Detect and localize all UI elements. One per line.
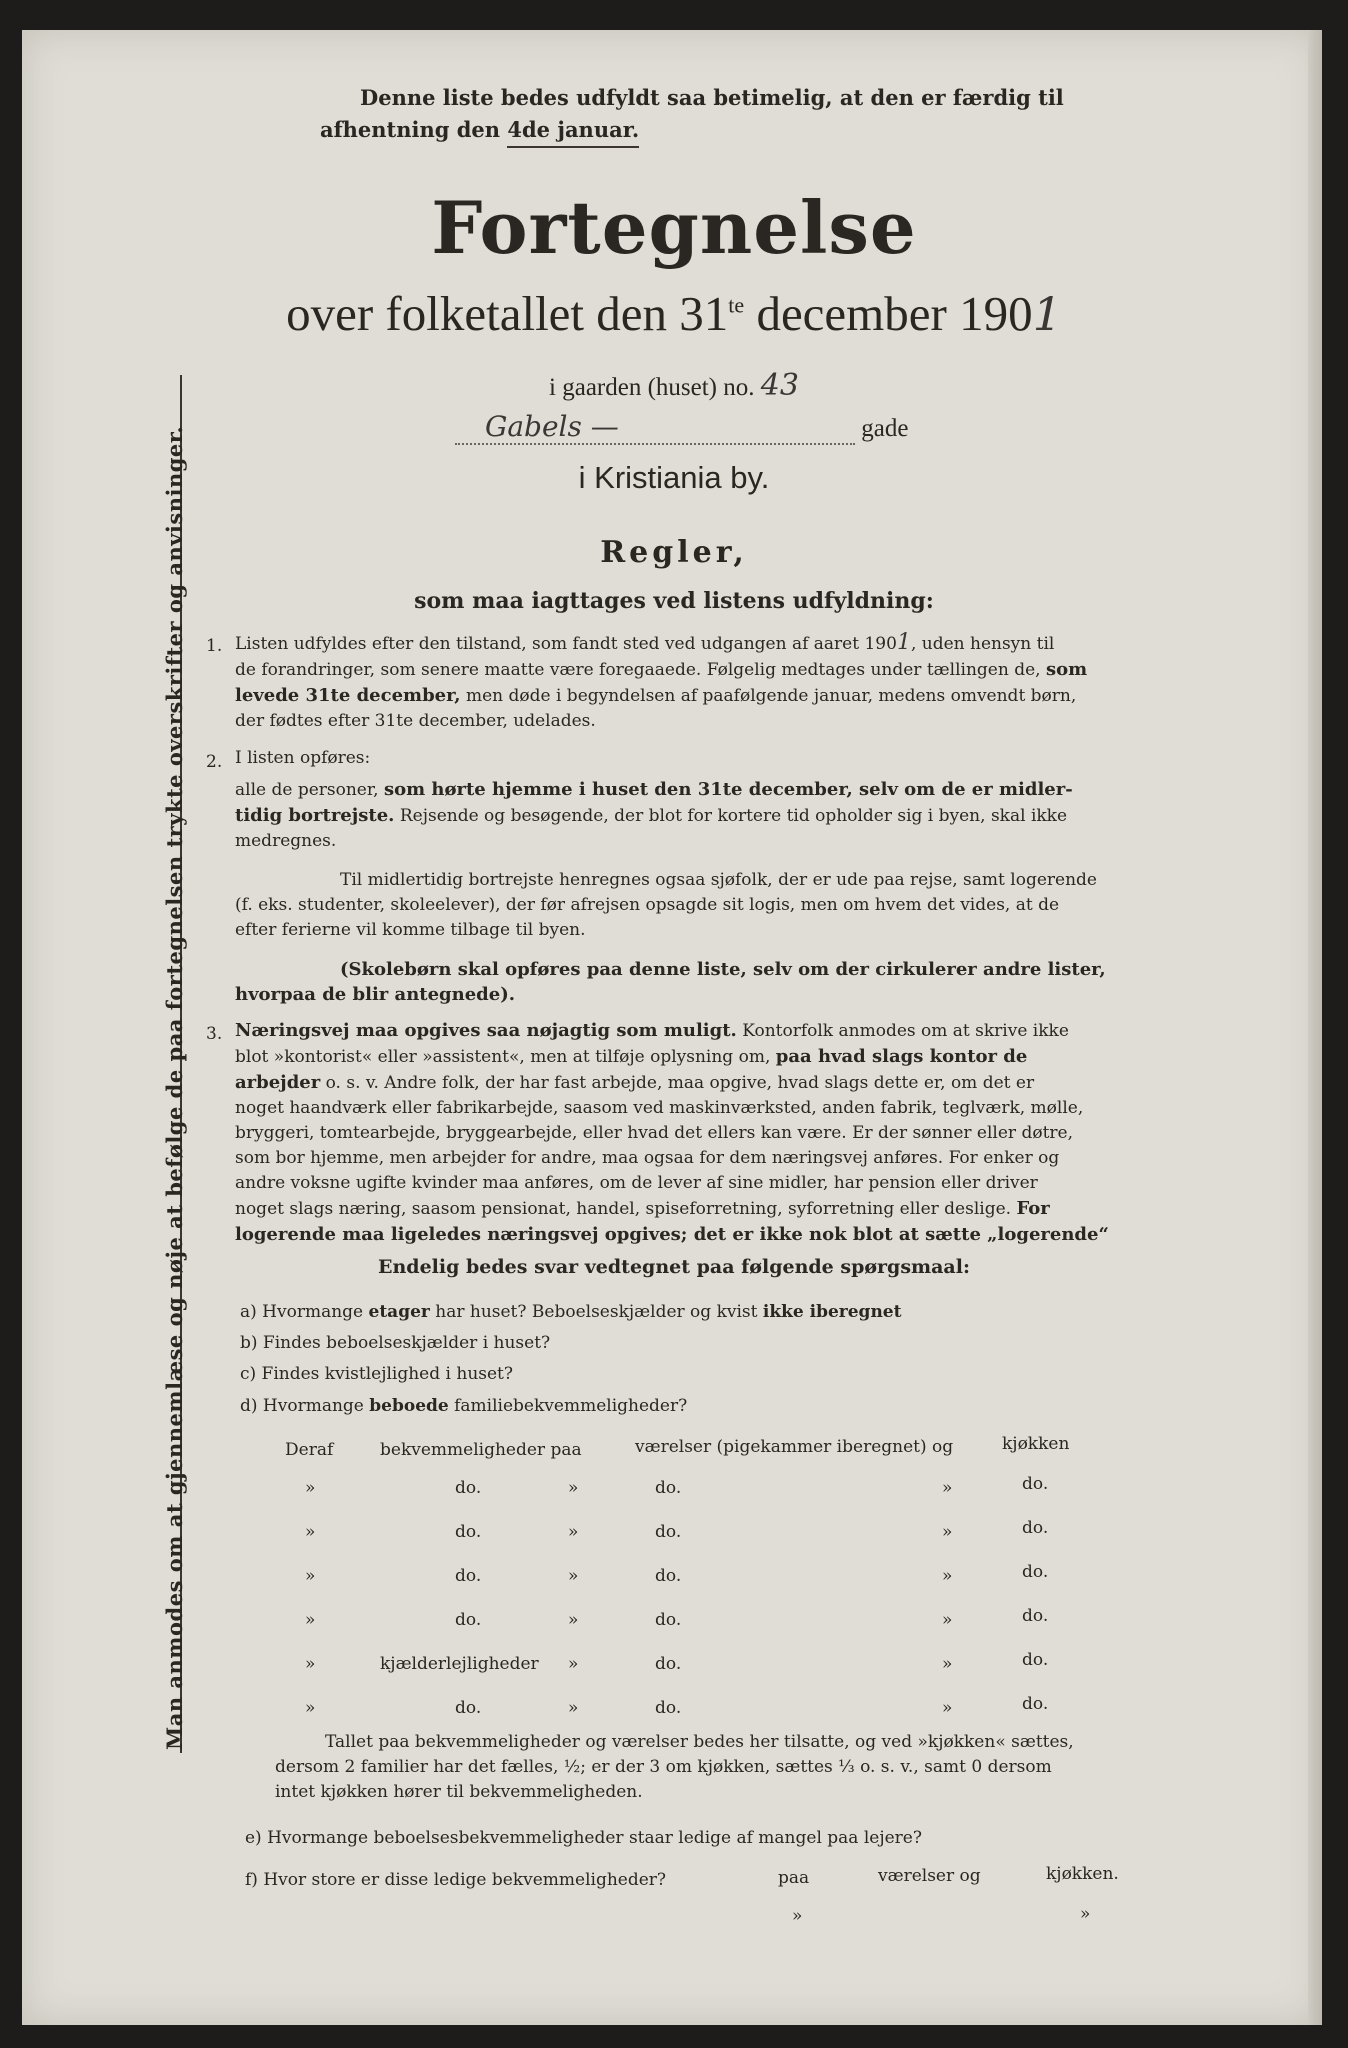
rule-3-number: 3. bbox=[206, 1024, 223, 1044]
row-kjokken: do. bbox=[1022, 1606, 1049, 1626]
rules-subtitle: som maa iagttages ved listens udfyldning: bbox=[414, 588, 934, 614]
questions-heading: Endelig bedes svar vedtegnet paa følgende spørgsmaal: bbox=[378, 1256, 970, 1278]
rule-3-l3b: o. s. v. Andre folk, der har fast arbejde, maa opgive, hvad slags dette er, om det er bbox=[325, 1073, 1035, 1093]
ditto-mark: » bbox=[305, 1522, 316, 1542]
rule-3-l2a: blot »kontorist« eller »assistent«, men at tilføje oplysning om, bbox=[235, 1047, 771, 1067]
row-kjokken: do. bbox=[1022, 1474, 1049, 1494]
question-a-pre: a) Hvormange bbox=[240, 1302, 364, 1322]
rule-1-l2a: de forandringer, som senere maatte være foregaaede. Følgelig medtages under tællingen de, bbox=[235, 660, 1041, 680]
ditto-mark: » bbox=[568, 1478, 579, 1498]
note-line-3: intet kjøkken hører til bekvemmeligheden. bbox=[275, 1782, 643, 1802]
handwritten-house-number: 43 bbox=[760, 368, 799, 403]
rule-2-l2a: tidig bortrejste. bbox=[235, 805, 395, 826]
title-sub bbox=[0, 285, 1348, 342]
rule-2-para-3-line-1: (Skolebørn skal opføres paa denne liste, selv om der cirkulerer andre lister, bbox=[340, 959, 1106, 980]
rule-3-l1b: Kontorfolk anmodes om at skrive ikke bbox=[742, 1021, 1069, 1041]
rule-1-l3a: levede 31te december, bbox=[235, 685, 461, 706]
rule-3 bbox=[235, 1018, 1150, 1247]
rule-2 bbox=[235, 746, 1150, 1007]
notice-date: 4de januar. bbox=[507, 114, 639, 148]
title-sub-pre: over folketallet den 31 bbox=[286, 286, 729, 341]
row-vaerelser: do. bbox=[655, 1478, 682, 1498]
notice-line-2-text: afhentning den bbox=[320, 117, 501, 142]
question-a bbox=[240, 1302, 901, 1322]
question-d-bold: beboede bbox=[369, 1396, 449, 1416]
rule-3-line-4: noget haandværk eller fabrikarbejde, saasom ved maskinværksted, anden fabrik, teglværk, mølle, bbox=[235, 1098, 1084, 1118]
ditto-mark: » bbox=[305, 1654, 316, 1674]
ditto-mark: » bbox=[568, 1698, 579, 1718]
ditto-mark: » bbox=[942, 1478, 953, 1498]
handwritten-year: 1 bbox=[1032, 287, 1062, 341]
table-header-deraf: Deraf bbox=[285, 1440, 334, 1460]
rule-1-line-2 bbox=[235, 657, 1150, 683]
question-b: b) Findes beboelseskjælder i huset? bbox=[240, 1333, 551, 1353]
rule-2-l1a: alle de personer, bbox=[235, 780, 379, 800]
rule-1-l1a: Listen udfyldes efter den tilstand, som fandt sted ved udgangen af aaret 190 bbox=[235, 634, 897, 654]
title-sup: te bbox=[728, 292, 745, 318]
rule-2-line-1 bbox=[235, 777, 1150, 803]
rule-3-line-1 bbox=[235, 1018, 1150, 1044]
question-f-paa: paa bbox=[778, 1868, 810, 1888]
note-line-2: dersom 2 familier har det fælles, ½; er der 3 om kjøkken, sættes ⅓ o. s. v., samt 0 dersom bbox=[275, 1757, 1052, 1777]
rule-1-l1b: , uden hensyn til bbox=[910, 634, 1055, 654]
rule-3-line-8 bbox=[235, 1196, 1150, 1222]
question-f-vaerelser: værelser og bbox=[878, 1866, 981, 1886]
street-line bbox=[455, 410, 908, 445]
page-title: Fortegnelse bbox=[431, 185, 917, 270]
table-note bbox=[275, 1730, 1150, 1805]
ditto-mark: » bbox=[568, 1566, 579, 1586]
rule-1-l3b: men døde i begyndelsen af paafølgende januar, medens omvendt børn, bbox=[465, 686, 1077, 706]
rule-2-para-2-line-1: Til midlertidig bortrejste henregnes ogsaa sjøfolk, der er ude paa rejse, samt logerende bbox=[340, 870, 1097, 890]
rule-3-l1a: Næringsvej maa opgives saa nøjagtig som muligt. bbox=[235, 1020, 737, 1041]
ditto-mark: » bbox=[568, 1522, 579, 1542]
row-label: do. bbox=[455, 1478, 482, 1498]
rule-1-number: 1. bbox=[206, 636, 223, 656]
ditto-mark: » bbox=[568, 1654, 579, 1674]
rule-1-line-1 bbox=[235, 630, 1150, 657]
question-e: e) Hvormange beboelsesbekvemmeligheder staar ledige af mangel paa lejere? bbox=[245, 1828, 922, 1848]
rule-1-hand-year: 1 bbox=[896, 630, 911, 655]
ditto-mark: » bbox=[305, 1698, 316, 1718]
row-vaerelser: do. bbox=[655, 1522, 682, 1542]
table-header-kjok: kjøkken bbox=[1002, 1434, 1070, 1454]
rule-2-l2b: Rejsende og besøgende, der blot for kortere tid opholder sig i byen, skal ikke bbox=[399, 806, 1068, 826]
gaard-label: i gaarden (huset) no. bbox=[549, 374, 755, 401]
question-a-mid: har huset? Beboelseskjælder og kvist bbox=[435, 1302, 758, 1322]
question-d-post: familiebekvemmeligheder? bbox=[454, 1396, 688, 1416]
street-suffix: gade bbox=[861, 415, 909, 442]
gaard-line bbox=[0, 368, 1348, 403]
row-label: do. bbox=[455, 1522, 482, 1542]
rule-2-number: 2. bbox=[206, 752, 223, 772]
handwritten-street: Gabels — bbox=[455, 410, 855, 445]
row-kjokken: do. bbox=[1022, 1562, 1049, 1582]
rule-1 bbox=[235, 630, 1150, 734]
rule-3-line-7: andre voksne ugifte kvinder maa anføres, om de lever af sine midler, har pension eller driver bbox=[235, 1173, 1038, 1193]
row-kjokken: do. bbox=[1022, 1694, 1049, 1714]
ditto-mark: » bbox=[942, 1566, 953, 1586]
question-f: f) Hvor store er disse ledige bekvemmeligheder? bbox=[245, 1870, 667, 1890]
note-line-1: Tallet paa bekvemmeligheder og værelser bedes her tilsatte, og ved »kjøkken« sættes, bbox=[325, 1732, 1074, 1752]
rule-3-line-9: logerende maa ligeledes næringsvej opgives; det er ikke nok blot at sætte „logerende“ bbox=[235, 1224, 1109, 1245]
row-kjokken: do. bbox=[1022, 1650, 1049, 1670]
question-d bbox=[240, 1396, 687, 1416]
rule-2-para-2-line-2: (f. eks. studenter, skoleelever), der før afrejsen opsagde sit logis, men om hvem det vides, at de bbox=[235, 895, 1060, 915]
row-label: do. bbox=[455, 1698, 482, 1718]
row-vaerelser: do. bbox=[655, 1610, 682, 1630]
notice-line-2 bbox=[320, 114, 639, 148]
city-line: i Kristiania by. bbox=[578, 460, 770, 495]
row-label: do. bbox=[455, 1610, 482, 1630]
ditto-mark: » bbox=[305, 1566, 316, 1586]
ditto-mark-f1: » bbox=[792, 1906, 803, 1926]
side-instruction: Man anmodes om at gjennemlæse og nøje at befølge de paa fortegnelsen trykte overskrifter og anvisninger. bbox=[162, 425, 187, 1750]
notice-line-1: Denne liste bedes udfyldt saa betimelig, at den er færdig til bbox=[360, 85, 1064, 110]
rule-3-l8b: For bbox=[1016, 1198, 1050, 1219]
rule-2-l1b: som hørte hjemme i huset den 31te december, selv om de er midler- bbox=[383, 779, 1073, 800]
ditto-mark: » bbox=[305, 1478, 316, 1498]
rule-1-line-4: der fødtes efter 31te december, udelades. bbox=[235, 711, 596, 731]
table-header-bekv: bekvemmeligheder paa bbox=[380, 1440, 582, 1460]
ditto-mark: » bbox=[942, 1522, 953, 1542]
rule-3-line-5: bryggeri, tomtearbejde, bryggearbejde, eller hvad det ellers kan være. Er der sønner eller døtre, bbox=[235, 1123, 1073, 1143]
row-kjokken: do. bbox=[1022, 1518, 1049, 1538]
ditto-mark: » bbox=[305, 1610, 316, 1630]
ditto-mark: » bbox=[942, 1698, 953, 1718]
rule-3-l8a: noget slags næring, saasom pensionat, handel, spiseforretning, syforretning eller deslige. bbox=[235, 1199, 1012, 1219]
row-label: do. bbox=[455, 1566, 482, 1586]
rules-title: Regler, bbox=[600, 535, 748, 570]
ditto-mark-f2: » bbox=[1080, 1904, 1091, 1924]
row-label: kjælderlejligheder bbox=[380, 1654, 539, 1674]
row-vaerelser: do. bbox=[655, 1698, 682, 1718]
question-c: c) Findes kvistlejlighed i huset? bbox=[240, 1364, 513, 1384]
rule-1-line-3 bbox=[235, 683, 1150, 709]
rule-2-line-2 bbox=[235, 803, 1150, 829]
rule-2-line-3: medregnes. bbox=[235, 831, 337, 851]
rule-2-intro: I listen opføres: bbox=[235, 748, 371, 768]
rule-1-l2b: som bbox=[1045, 659, 1088, 680]
rule-2-para-2-line-3: efter ferierne vil komme tilbage til byen. bbox=[235, 920, 586, 940]
table-header-vaer: værelser (pigekammer iberegnet) og bbox=[635, 1437, 954, 1457]
ditto-mark: » bbox=[942, 1654, 953, 1674]
ditto-mark: » bbox=[942, 1610, 953, 1630]
rule-3-l3a: arbejder bbox=[235, 1072, 321, 1093]
title-sub-post: december 190 bbox=[744, 286, 1033, 341]
question-d-pre: d) Hvormange bbox=[240, 1396, 364, 1416]
rule-3-line-6: som bor hjemme, men arbejder for andre, maa ogsaa for dem næringsvej anføres. For enker og bbox=[235, 1148, 1060, 1168]
rule-3-l2b: paa hvad slags kontor de bbox=[775, 1046, 1028, 1067]
rule-3-line-3 bbox=[235, 1070, 1150, 1096]
rule-2-para-3-line-2: hvorpaa de blir antegnede). bbox=[235, 984, 515, 1005]
question-a-bold: etager bbox=[368, 1302, 430, 1322]
ditto-mark: » bbox=[568, 1610, 579, 1630]
question-a-bold-2: ikke iberegnet bbox=[762, 1302, 902, 1322]
row-vaerelser: do. bbox=[655, 1566, 682, 1586]
rule-3-line-2 bbox=[235, 1044, 1150, 1070]
question-f-kjokken: kjøkken. bbox=[1046, 1864, 1119, 1884]
row-vaerelser: do. bbox=[655, 1654, 682, 1674]
